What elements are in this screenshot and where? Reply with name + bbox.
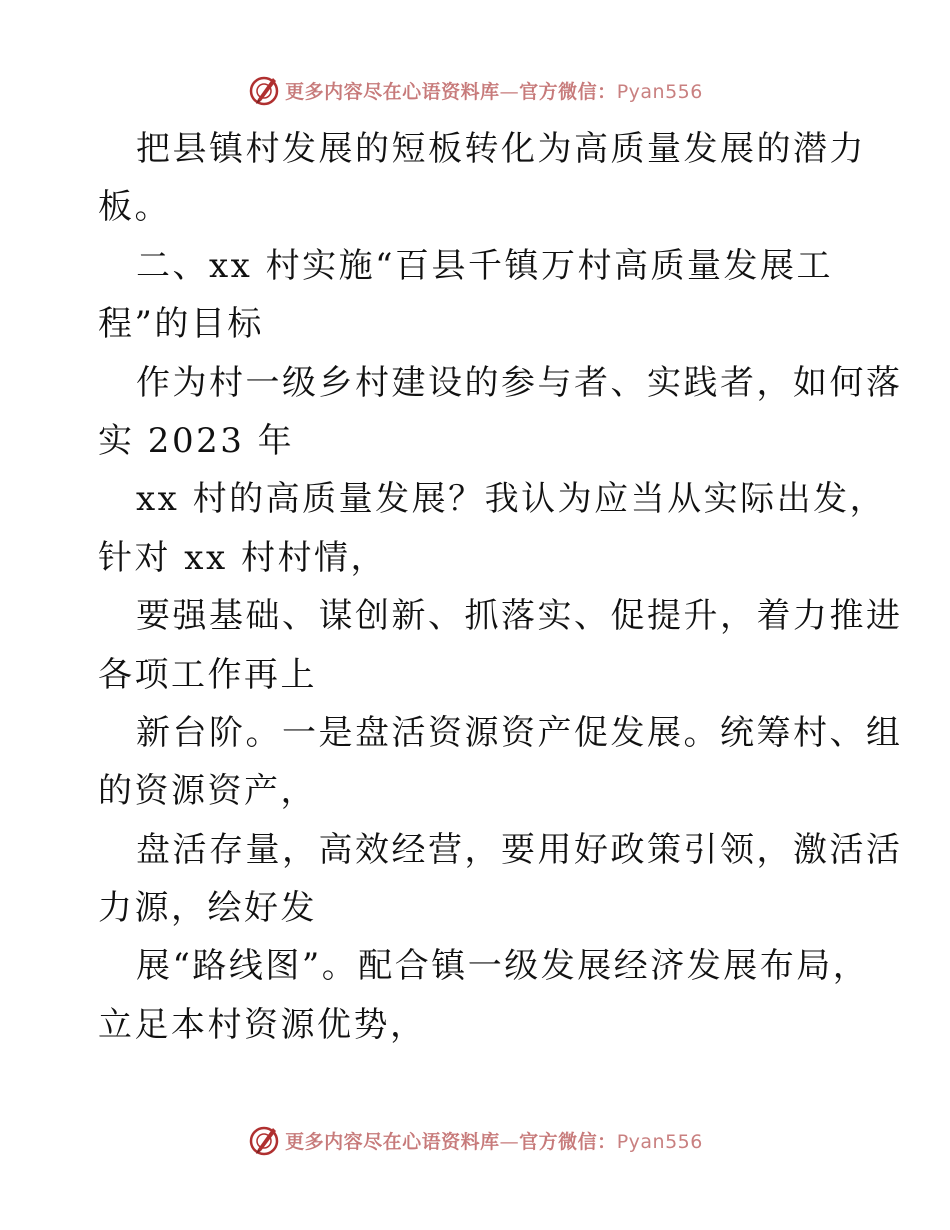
- body-line: 要强基础、谋创新、抓落实、促提升，着力推进: [136, 596, 903, 637]
- body-line: 力源，绘好发: [98, 888, 317, 929]
- body-line: 新台阶。一是盘活资源资产促发展。统筹村、组: [136, 712, 903, 753]
- document-body: [98, 120, 903, 1054]
- pen-logo-icon: [247, 73, 281, 107]
- banner-label: 官方微信：: [519, 80, 617, 103]
- banner-wechat-id: Pyan556: [616, 80, 703, 103]
- footer-banner-text: [285, 1127, 703, 1154]
- body-line: 各项工作再上: [98, 654, 317, 695]
- body-line: 板。: [98, 187, 171, 228]
- body-line: 实 2023 年: [98, 420, 295, 461]
- body-line: 把县镇村发展的短板转化为高质量发展的潜力: [136, 129, 866, 169]
- banner-dash: —: [499, 1130, 520, 1153]
- header-banner: [0, 70, 950, 110]
- footer-banner-inner: [247, 1123, 703, 1157]
- header-banner-inner: [247, 73, 703, 107]
- body-line: 盘活存量，高效经营，要用好政策引领，激活活: [136, 829, 903, 870]
- section-heading-line: 程”的目标: [98, 304, 264, 345]
- banner-brand: 更多内容尽在心语资料库: [285, 80, 500, 103]
- banner-label: 官方微信：: [519, 1130, 617, 1153]
- header-banner-text: [285, 77, 703, 104]
- body-line: 的资源资产，: [98, 771, 317, 812]
- footer-banner: [0, 1120, 950, 1160]
- body-line: 针对 xx 村村情，: [98, 537, 387, 578]
- banner-dash: —: [499, 80, 520, 103]
- banner-brand: 更多内容尽在心语资料库: [285, 1130, 500, 1153]
- body-line: 立足本村资源优势，: [98, 1004, 427, 1045]
- body-line: xx 村的高质量发展？我认为应当从实际出发，: [136, 479, 887, 520]
- banner-wechat-id: Pyan556: [616, 1130, 703, 1153]
- body-line: 展“路线图”。配合镇一级发展经济发展布局，: [136, 946, 870, 987]
- body-line: 作为村一级乡村建设的参与者、实践者，如何落: [136, 362, 903, 403]
- pen-logo-icon: [247, 1123, 281, 1157]
- section-heading-line: 二、xx 村实施“百县千镇万村高质量发展工: [136, 245, 834, 286]
